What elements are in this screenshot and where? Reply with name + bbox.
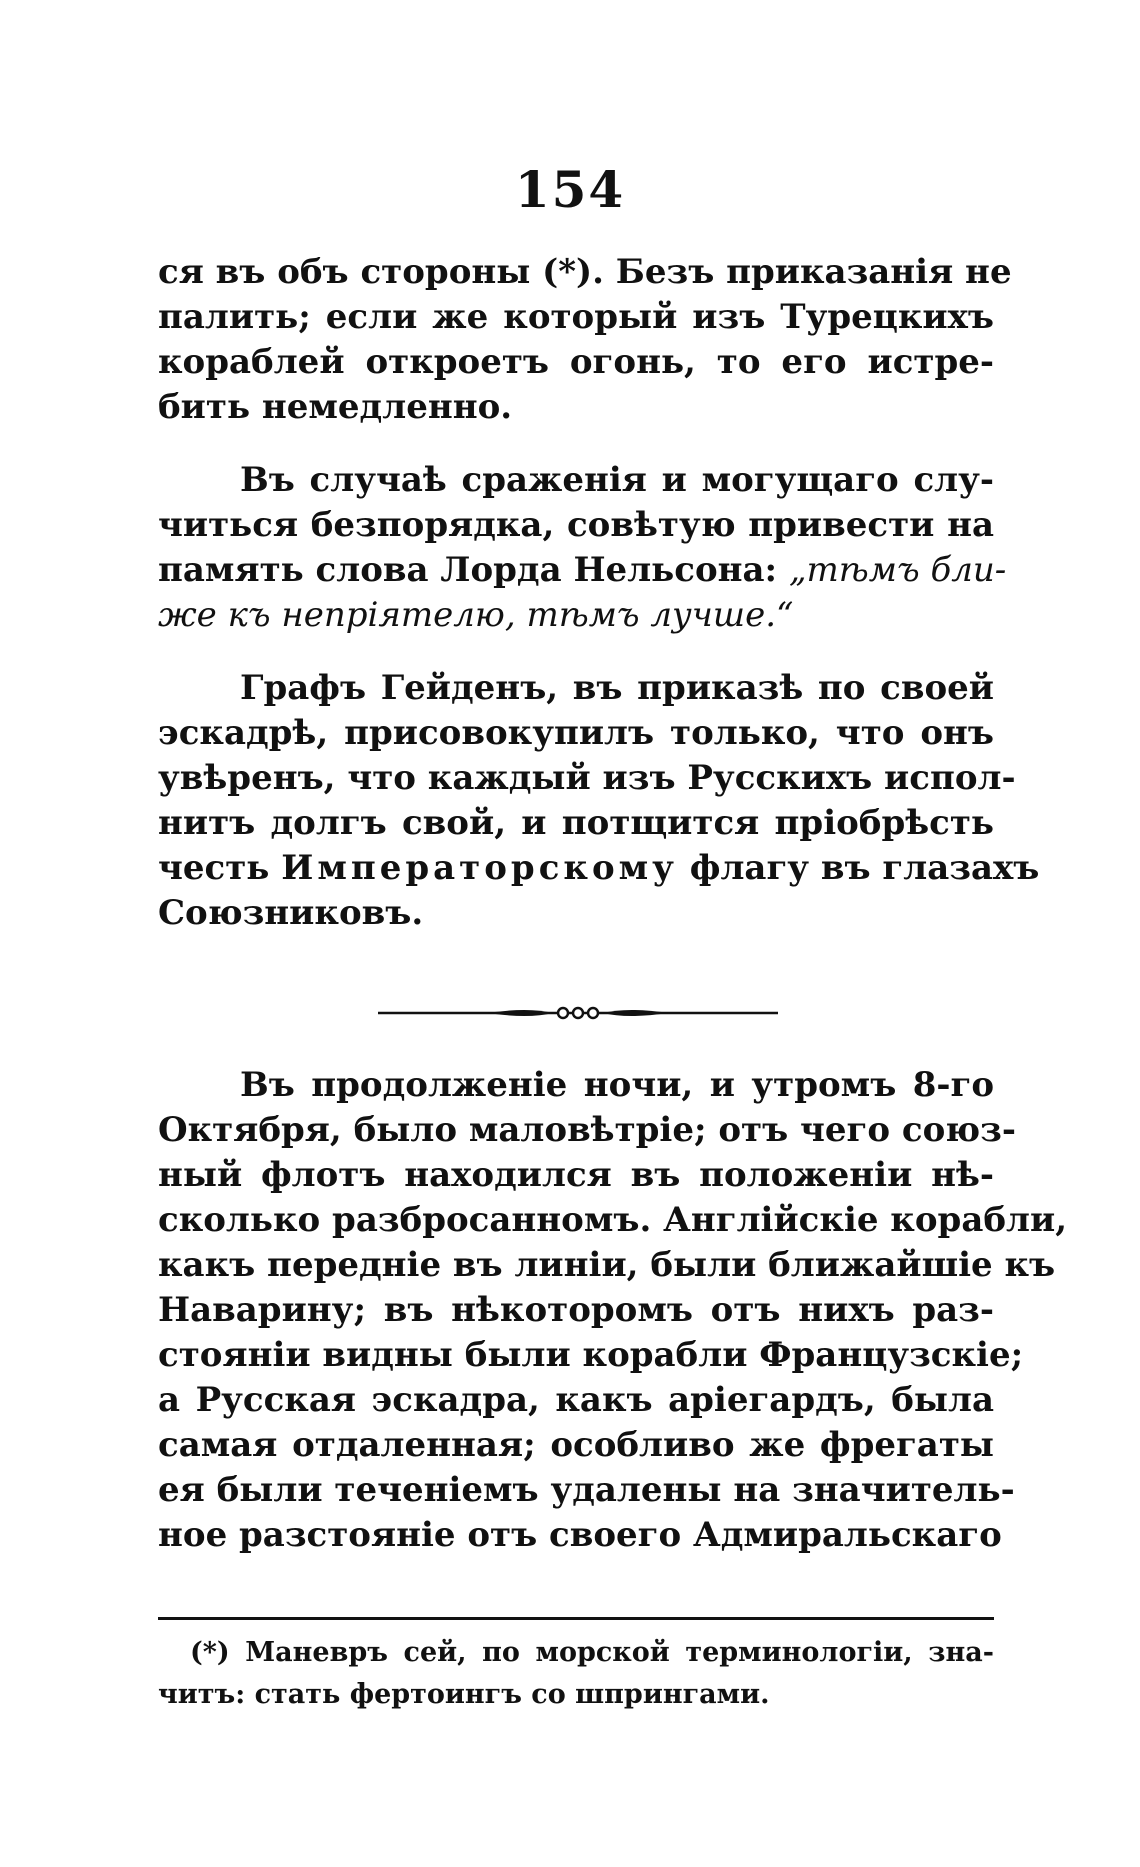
text-line: Октября, было маловѣтріе; отъ чего союз-	[158, 1110, 1016, 1150]
text-line: Въ продолженіе ночи, и утромъ 8-го	[240, 1065, 994, 1105]
text-line: какъ передніе въ линіи, были ближайшіе къ	[158, 1245, 1056, 1285]
text-line: увѣренъ, что каждый изъ Русскихъ испол-	[158, 758, 1016, 798]
text-line-end: флагу въ глазахъ	[677, 848, 1040, 888]
section-divider-ornament	[378, 998, 778, 1028]
text-line: ный флотъ находился въ положеніи нѣ-	[158, 1155, 994, 1195]
text-line: бить немедленно.	[158, 387, 513, 427]
page-number: 154	[514, 160, 626, 219]
text-line	[158, 846, 1040, 891]
text-line	[158, 548, 1007, 593]
text-line: палить; если же который изъ Турецкихъ	[158, 297, 994, 337]
text-line: ное разстояніе отъ своего Адмиральскаго	[158, 1515, 1002, 1555]
text-line: Союзниковъ.	[158, 893, 424, 933]
text-line: кораблей откроетъ огонь, то его истре-	[158, 342, 994, 382]
text-line: а Русская эскадра, какъ аріегардъ, была	[158, 1380, 994, 1420]
text-line: читься безпорядка, совѣтую привести на	[158, 505, 994, 545]
paragraph-2	[158, 458, 1007, 638]
text-line: сколько разбросанномъ. Англійскіе корабли,	[158, 1200, 1068, 1240]
paragraph-1	[158, 250, 1012, 430]
text-line: Графъ Гейденъ, въ приказѣ по своей	[240, 668, 994, 708]
text-line: ея были теченіемъ удалены на значитель-	[158, 1470, 1015, 1510]
footnote-line: (*) Маневръ сей, по морской терминологіи, зна-	[190, 1637, 994, 1668]
footnote-divider	[158, 1617, 994, 1620]
footnote-line: читъ: стать фертоингъ со шпрингами.	[158, 1679, 770, 1710]
text-line-start: память слова Лорда Нельсона:	[158, 550, 789, 590]
imperial-word: Императорскому	[281, 848, 678, 888]
text-line-start: честь	[158, 848, 282, 888]
text-line: Наварину; въ нѣкоторомъ отъ нихъ раз-	[158, 1290, 994, 1330]
text-line: ся въ объ стороны (*). Безъ приказанія не	[158, 252, 1012, 292]
text-line: стояніи видны были корабли Французскіе;	[158, 1335, 1024, 1375]
paragraph-3	[158, 666, 1040, 936]
text-line: эскадрѣ, присовокупилъ только, что онъ	[158, 713, 994, 753]
footnote	[158, 1632, 994, 1716]
nelson-quote-start: „тѣмъ бли-	[788, 550, 1007, 590]
paragraph-4	[158, 1063, 1068, 1558]
nelson-quote-end: же къ непріятелю, тѣмъ лучше.“	[158, 595, 794, 635]
text-line: Въ случаѣ сраженія и могущаго слу-	[240, 460, 994, 500]
text-line: нитъ долгъ свой, и потщится пріобрѣсть	[158, 803, 994, 843]
text-line: самая отдаленная; особливо же фрегаты	[158, 1425, 994, 1465]
